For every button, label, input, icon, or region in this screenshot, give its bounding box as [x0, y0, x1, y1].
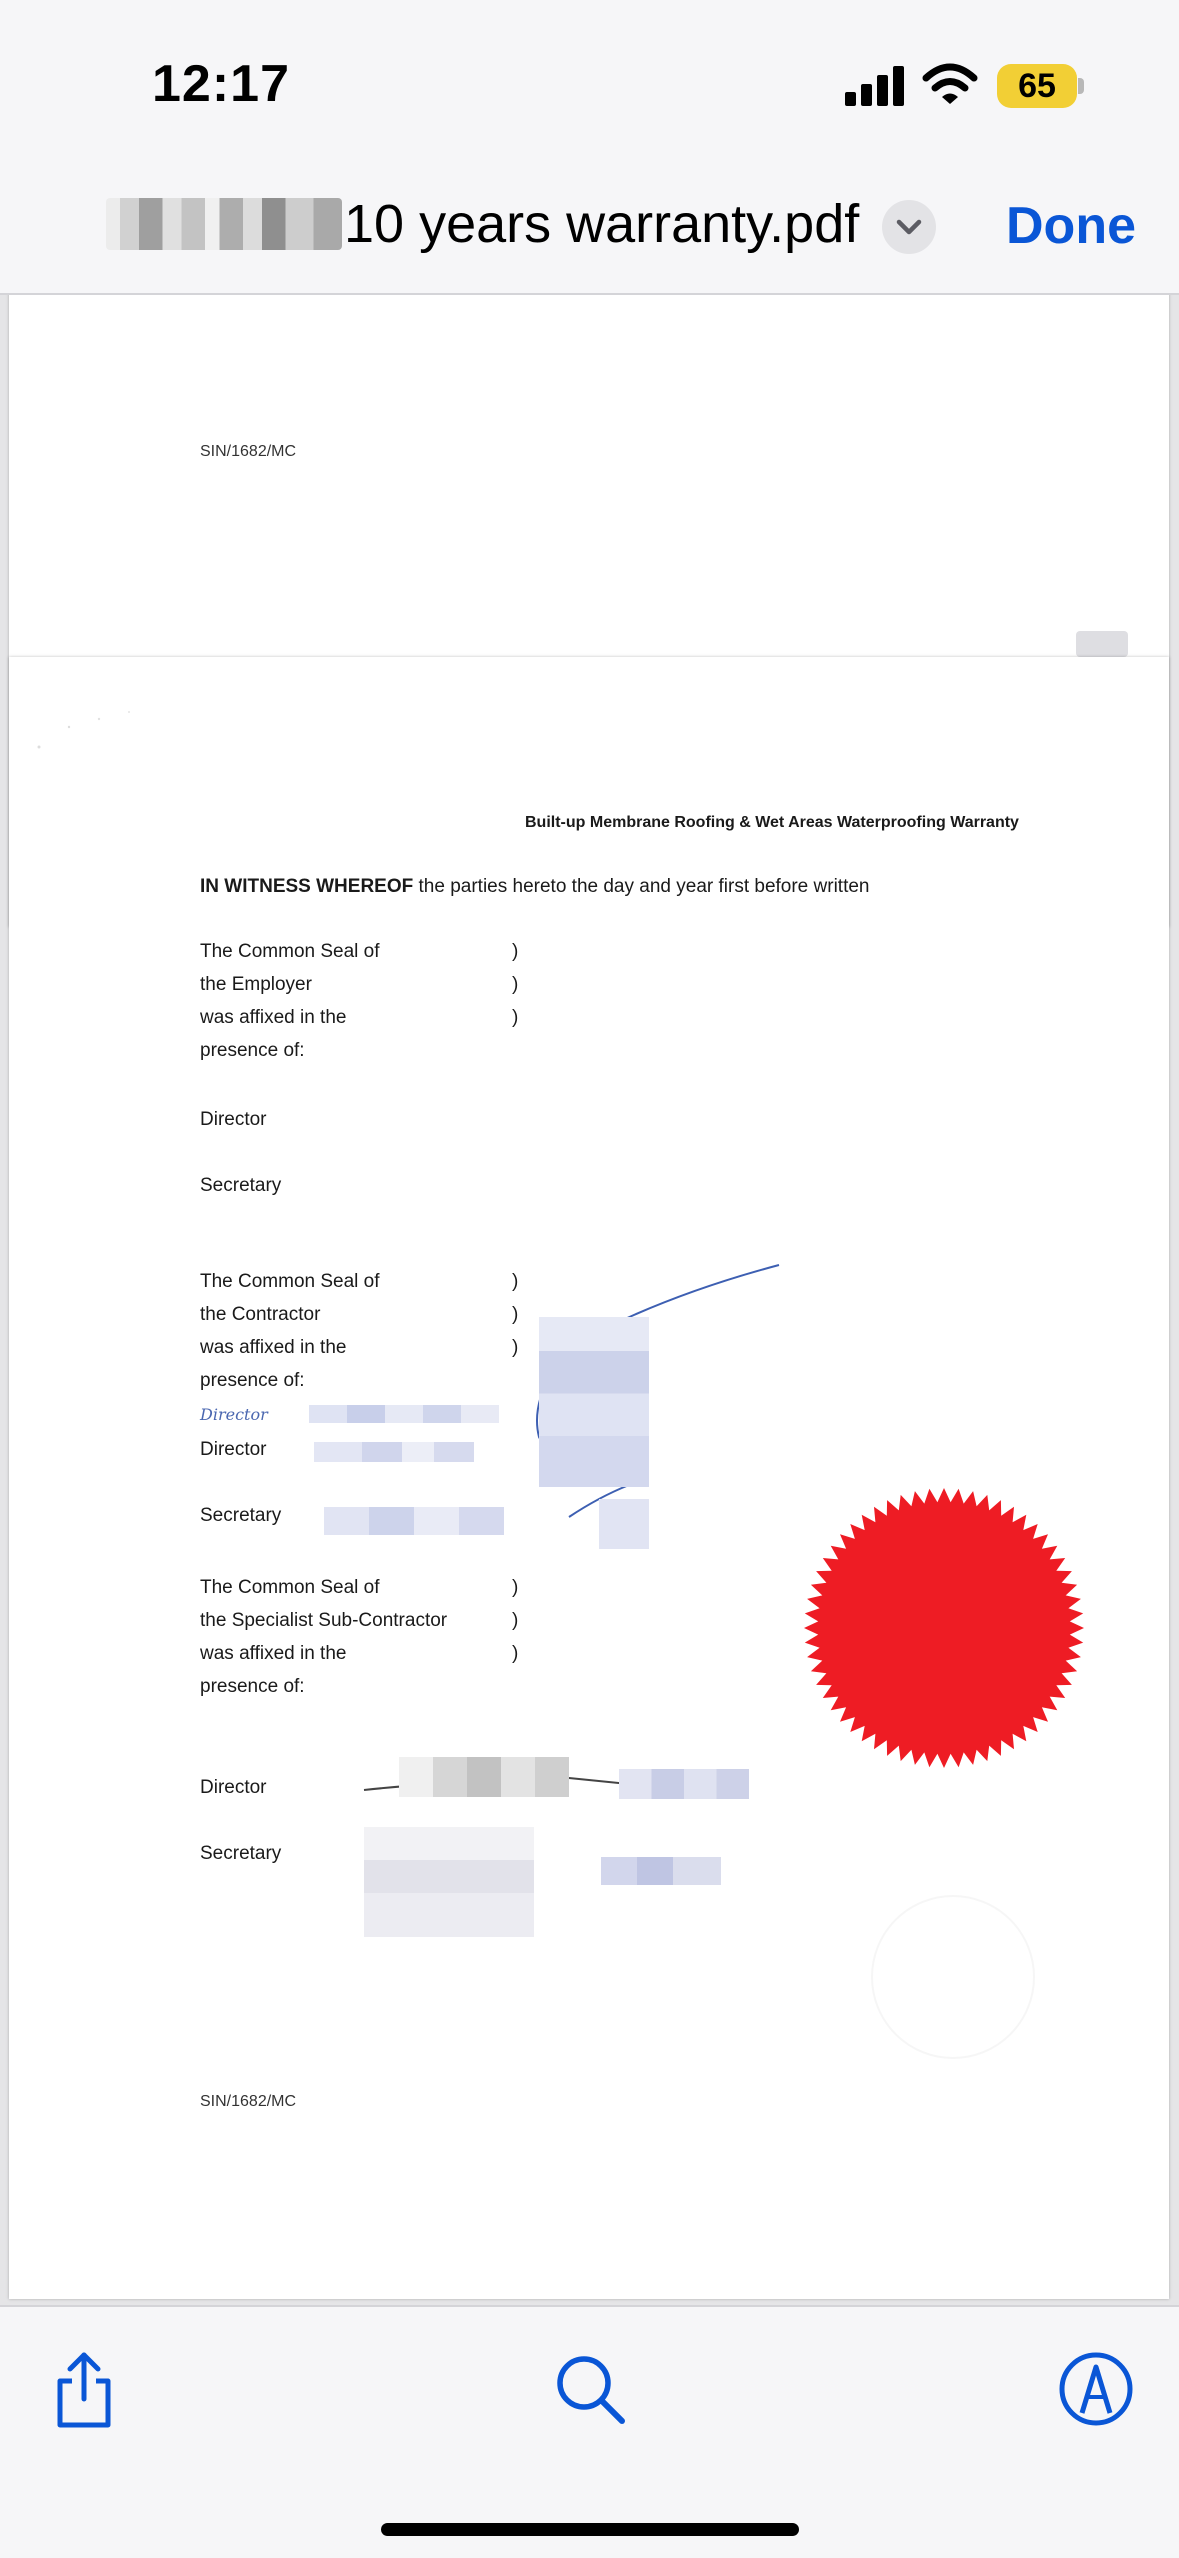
employer-line-1: The Common Seal of: [200, 941, 380, 962]
witness-bold: IN WITNESS WHEREOF: [200, 876, 414, 897]
employer-paren-1: ): [512, 941, 519, 962]
share-icon[interactable]: [42, 2347, 126, 2431]
contractor-director-label: Director: [200, 1439, 267, 1460]
redacted-signature: [539, 1317, 649, 1487]
page-reference: SIN/1682/MC: [200, 443, 297, 460]
redacted-subcontractor-secretary: [364, 1827, 534, 1937]
signal-icon: [845, 64, 907, 106]
employer-paren-3: ): [512, 1007, 519, 1028]
company-seal: [799, 1483, 1089, 1773]
employer-director-label: Director: [200, 1109, 267, 1130]
redacted-subcontractor-director-name: [619, 1769, 749, 1799]
faint-seal-impression: [871, 1895, 1035, 2059]
redacted-subcontractor-secretary-name: [601, 1857, 721, 1885]
employer-secretary-label: Secretary: [200, 1175, 282, 1196]
redacted-secretary-name: [324, 1507, 504, 1535]
subcontractor-paren-1: ): [512, 1577, 519, 1598]
chevron-down-icon: [896, 216, 922, 238]
markup-icon[interactable]: [1054, 2347, 1138, 2431]
bottom-toolbar: [0, 2305, 1179, 2558]
battery-level: 65: [1018, 67, 1056, 105]
redacted-subcontractor-director: [399, 1757, 569, 1797]
subcontractor-director-label: Director: [200, 1777, 267, 1798]
contractor-line-2: the Contractor: [200, 1304, 321, 1325]
wifi-icon: [922, 62, 978, 106]
done-button[interactable]: Done: [1006, 197, 1136, 255]
home-indicator: [381, 2523, 799, 2536]
contractor-paren-1: ): [512, 1271, 519, 1292]
employer-paren-2: ): [512, 974, 519, 995]
witness-clause: [200, 876, 870, 898]
pdf-viewer[interactable]: [0, 295, 1179, 2305]
subcontractor-line-4: presence of:: [200, 1676, 305, 1697]
subcontractor-paren-3: ): [512, 1643, 519, 1664]
scroll-indicator[interactable]: [1076, 631, 1128, 657]
contractor-paren-2: ): [512, 1304, 519, 1325]
subcontractor-secretary-label: Secretary: [200, 1843, 282, 1864]
redacted-filename-prefix: [106, 198, 342, 250]
contractor-secretary-label: Secretary: [200, 1505, 282, 1526]
contractor-line-3: was affixed in the: [200, 1337, 347, 1358]
battery-cap: [1078, 78, 1084, 94]
contractor-line-1: The Common Seal of: [200, 1271, 380, 1292]
employer-line-2: the Employer: [200, 974, 312, 995]
pdf-page-current: [9, 657, 1169, 2299]
subcontractor-line-2: the Specialist Sub-Contractor: [200, 1610, 448, 1631]
contractor-line-4: presence of:: [200, 1370, 305, 1391]
employer-line-3: was affixed in the: [200, 1007, 347, 1028]
subcontractor-line-1: The Common Seal of: [200, 1577, 380, 1598]
redacted-director-name: [309, 1405, 499, 1423]
subcontractor-paren-2: ): [512, 1610, 519, 1631]
status-time: 12:17: [152, 55, 290, 113]
employer-line-4: presence of:: [200, 1040, 305, 1061]
title-menu-button[interactable]: [882, 200, 936, 254]
redacted-director-detail: [314, 1442, 474, 1462]
witness-text: the parties hereto the day and year first before written: [413, 876, 870, 897]
search-icon[interactable]: [548, 2347, 632, 2431]
handwritten-director-label: Director: [200, 1405, 268, 1424]
warranty-header: Built-up Membrane Roofing & Wet Areas Waterproofing Warranty: [525, 814, 1019, 831]
document-title[interactable]: 10 years warranty.pdf: [344, 194, 860, 254]
scan-speckles: [29, 697, 149, 757]
contractor-paren-3: ): [512, 1337, 519, 1358]
redacted-secretary-signature: [599, 1499, 649, 1549]
page-reference: SIN/1682/MC: [200, 2093, 297, 2110]
subcontractor-line-3: was affixed in the: [200, 1643, 347, 1664]
status-bar: [0, 0, 1179, 150]
battery-icon: [997, 64, 1077, 108]
nav-bar: [0, 150, 1179, 295]
